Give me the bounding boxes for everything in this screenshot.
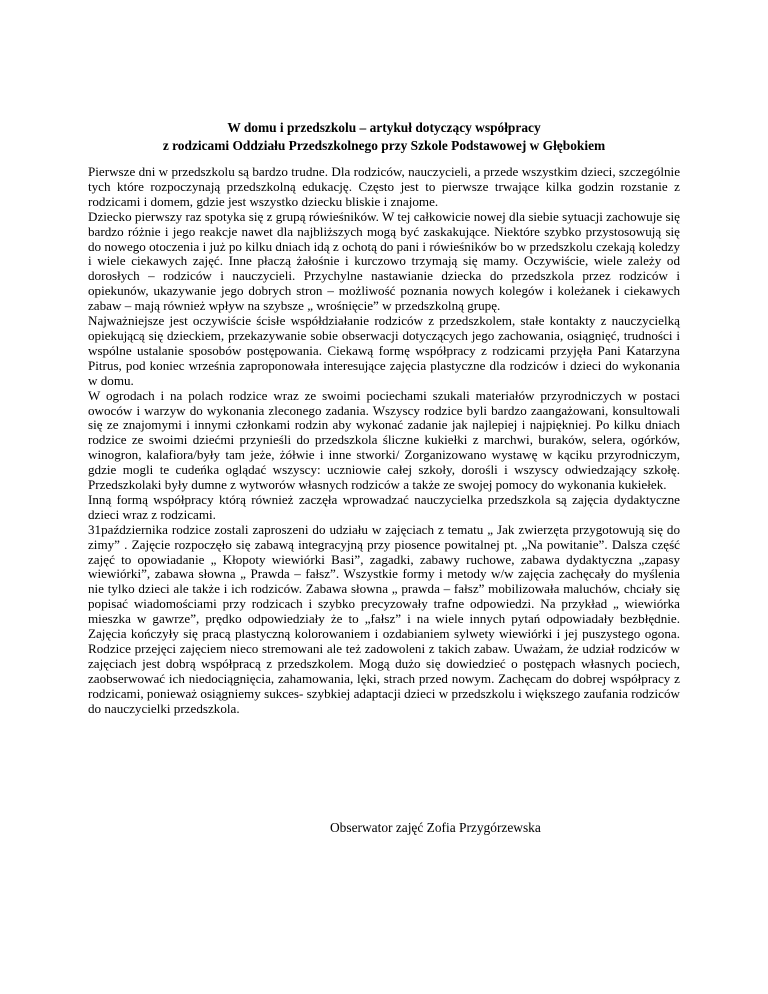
- signature: Obserwator zajęć Zofia Przygórzewska: [330, 820, 541, 835]
- paragraph-5: Inną formą współpracy którą również zaczęła wprowadzać nauczycielka przedszkola są zajęcia dydaktyczne dzieci wraz z rodzicami.: [88, 491, 680, 522]
- article-title: [88, 119, 680, 155]
- paragraph-3: Najważniejsze jest oczywiście ścisłe współdziałanie rodziców z przedszkolem, stałe kontakty z nauczycielką opiekującą się dzieckiem, przekazywanie sobie obserwacji dotyczących jego zachowania, osiągnięć, trudności i wspólne ustalanie sposobów postępowania. Ciekawą formę współpracy z rodzicami przyjęła Pani Katarzyna Pitrus, pod koniec września zaproponowała interesujące zajęcia plastyczne dla rodziców i dzieci do wykonania w domu.: [88, 313, 680, 388]
- paragraph-6: 31października rodzice zostali zaproszeni do udziału w zajęciach z tematu „ Jak zwierzęta przygotowują się do zimy” . Zajęcie rozpoczęło się zabawą integracyjną przy piosence powitalnej pt. „Na powitanie”. Dalsza część zajęć to opowiadanie „ Kłopoty wiewiórki Basi”, zagadki, zabawy ruchowe, zabawa dydaktyczna „zapasy wiewiórki”, zabawa słowna „ Prawda – fałsz”. Wszystkie formy i metody w/w zajęcia zachęcały do myślenia nie tylko dzieci ale także i ich rodziców. Zabawa słowna „ prawda – fałsz” mobilizowała maluchów, chciały się popisać wiadomościami przy rodzicach i szybko precyzowały trafne odpowiedzi. Na przykład „ wiewiórka mieszka w gawrze”, prędko odpowiedziały że to „fałsz” i na wiele innych pytań odpowiadały bezbłędnie. Zajęcia kończyły się pracą plastyczną kolorowaniem i ozdabianiem sylwety wiewiórki i jej puszystego ogona. Rodzice przejęci zajęciem nieco stremowani ale też zadowoleni z takich zabaw. Uważam, że udział rodziców w zajęciach jest dobrą współpracą z przedszkolem. Mogą dużo się dowiedzieć o postępach własnych pociech, zaobserwować ich niedociągnięcia, zahamowania, lęki, strach przed nowym. Zachęcam do dobrej współpracy z rodzicami, ponieważ osiągniemy sukces- szybkiej adaptacji dzieci w przedszkolu i większego zaufania rodziców do nauczycielki przedszkola.: [88, 521, 680, 716]
- paragraph-4: W ogrodach i na polach rodzice wraz ze swoimi pociechami szukali materiałów przyrodniczych w postaci owoców i warzyw do wykonania zleconego zadania. Wszyscy rodzice byli bardzo zaangażowani, konsultowali się ze znajomymi i innymi członkami rodzin aby wykonać zadanie jak najlepiej i najpiękniej. Po kilku dniach rodzice ze swoimi dziećmi przynieśli do przedszkola śliczne kukiełki z marchwi, buraków, selera, ogórków, winogron, kalafiora/były tam jeże, żółwie i inne stworki/ Zorganizowano wystawę w kąciku przyrodniczym, gdzie mogli te cudeńka oglądać wszyscy: uczniowie całej szkoły, dorośli i wszyscy odwiedzający szkołę. Przedszkolaki były dumne z wytworów własnych rodziców a także ze swojej pomocy do wykonania kukiełek.: [88, 387, 680, 493]
- article-body: [88, 165, 680, 717]
- title-line-1: W domu i przedszkolu – artykuł dotyczący współpracy: [227, 120, 541, 135]
- paragraph-1: Pierwsze dni w przedszkolu są bardzo trudne. Dla rodziców, nauczycieli, a przede wszystkim dzieci, szczególnie tych które rozpoczynają przedszkolną edukację. Często jest to pierwsze trwające kilka godzin rozstanie z rodzicami i domem, gdzie jest wszystko dziecku bliskie i znajome.: [88, 164, 680, 209]
- paragraph-2: Dziecko pierwszy raz spotyka się z grupą rówieśników. W tej całkowicie nowej dla siebie sytuacji zachowuje się bardzo różnie i jego reakcje nawet dla najbliższych mogą być zaskakujące. Niektóre szybko przystosowują się do nowego otoczenia i już po kilku dniach idą z ochotą do pani i rówieśników bo w przedszkolu czekają koledzy i wiele ciekawych zajęć. Inne płaczą żałośnie i kurczowo trzymają się mamy. Oczywiście, wiele zależy od dorosłych – rodziców i nauczycieli. Przychylne nastawianie dziecka do przedszkola przez rodziców i opiekunów, ukazywanie jego dobrych stron – możliwość poznania nowych kolegów i koleżanek i ciekawych zabaw – mają również wpływ na szybsze „ wrośnięcie” w przedszkolną grupę.: [88, 208, 680, 314]
- title-line-2: z rodzicami Oddziału Przedszkolnego przy Szkole Podstawowej w Głębokiem: [162, 138, 606, 153]
